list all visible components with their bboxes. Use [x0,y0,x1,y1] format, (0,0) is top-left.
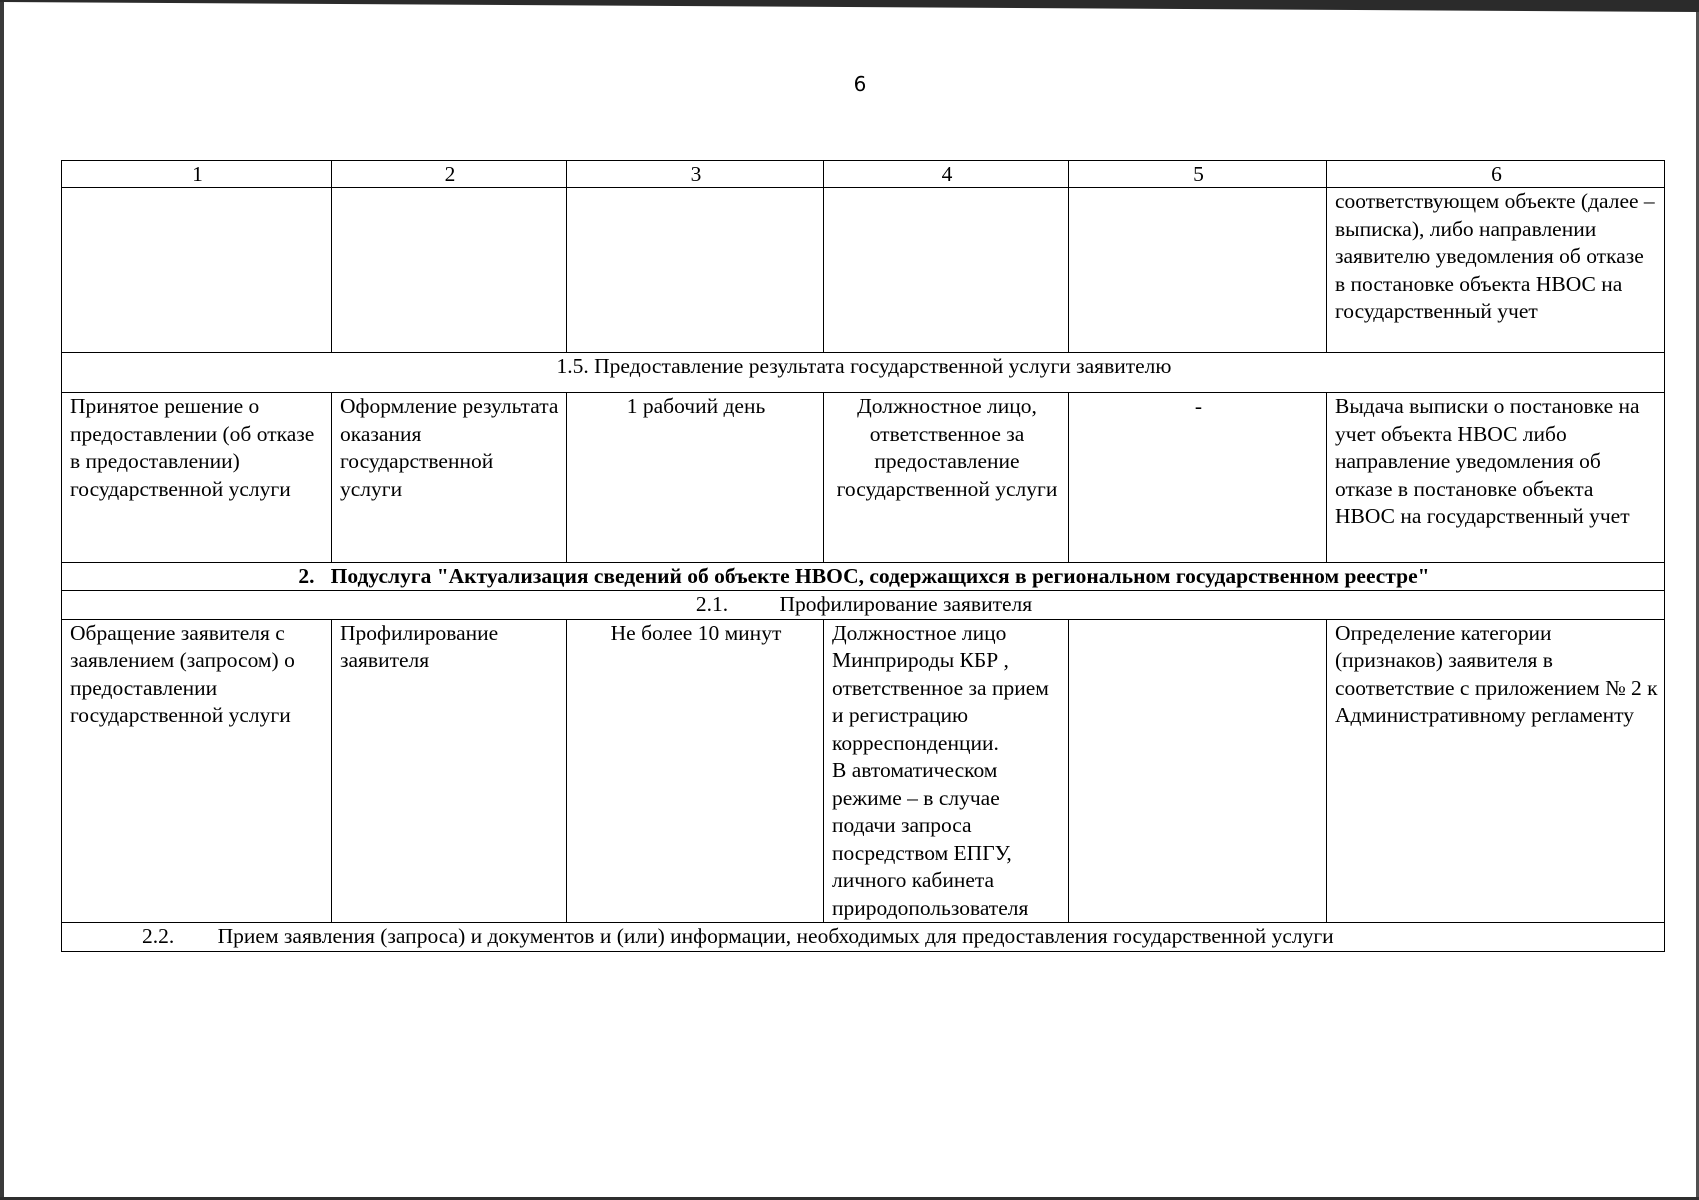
section-row-2-1 [62,591,1665,620]
cell-responsible-line2: В автоматическом режиме – в случае подачи запроса посредством ЕПГУ, личного кабинета природопользователя [832,758,1029,920]
cell-result: Выдача выписки о постановке на учет объекта НВОС либо направление уведомления об отказе в постановке объекта НВОС на государственный учет [1327,393,1665,563]
section-row-1-5 [62,353,1665,393]
cell-result: Определение категории (признаков) заявителя в соответствие с приложением № 2 к Административному регламенту [1327,619,1665,923]
cell-action: Профилирование заявителя [332,619,567,923]
cell-duration: Не более 10 минут [567,619,824,923]
header-col-5: 5 [1069,161,1327,188]
document-table [61,160,1665,952]
cell-responsible-line1: Должностное лицо Минприроды КБР , ответственное за прием и регистрацию корреспонденции. [832,620,1049,755]
table-row-2-1 [62,619,1665,923]
cell-empty [1069,188,1327,353]
cell-responsible [824,619,1069,923]
section-heading-1-5: 1.5. Предоставление результата государственной услуги заявителю [62,353,1665,393]
header-col-6: 6 [1327,161,1665,188]
section-heading-2-2 [62,923,1665,952]
cell-empty [332,188,567,353]
cell-basis: Принятое решение о предоставлении (об отказе в предоставлении) государственной услуги [62,393,332,563]
scan-edge-left [0,0,4,1200]
header-col-2: 2 [332,161,567,188]
header-col-3: 3 [567,161,824,188]
cell-empty [62,188,332,353]
section-row-2 [62,563,1665,591]
table-header-row [62,161,1665,188]
header-col-4: 4 [824,161,1069,188]
cell-responsible: Должностное лицо, ответственное за предоставление государственной услуги [824,393,1069,563]
cell-empty [567,188,824,353]
scan-edge-top [0,0,1699,14]
cell-duration: 1 рабочий день [567,393,824,563]
section-2-number: 2. [298,564,315,588]
cell-empty [824,188,1069,353]
section-2-2-number: 2.2. [142,924,175,948]
section-row-2-2 [62,923,1665,952]
section-heading-2 [62,563,1665,591]
cell-basis: Обращение заявителя с заявлением (запросом) о предоставлении государственной услуги [62,619,332,923]
page-number: 6 [853,72,867,96]
section-2-title: Подуслуга "Актуализация сведений об объекте НВОС, содержащихся в региональном государственном реестре" [330,564,1430,588]
section-2-1-number: 2.1. [695,592,729,616]
cell-action: Оформление результата оказания государственной услуги [332,393,567,563]
section-2-2-title: Прием заявления (запроса) и документов и (или) информации, необходимых для предоставления государственной услуги [217,924,1334,948]
table-row-continuation [62,188,1665,353]
section-2-1-title: Профилирование заявителя [779,592,1033,616]
cell-resources [1069,619,1327,923]
table-row-1-5 [62,393,1665,563]
header-col-1: 1 [62,161,332,188]
cell-continuation-result: соответствующем объекте (далее – выписка), либо направлении заявителю уведомления об отказе в постановке объекта НВОС на государственный учет [1327,188,1665,353]
section-heading-2-1 [62,591,1665,620]
cell-resources: - [1069,393,1327,563]
